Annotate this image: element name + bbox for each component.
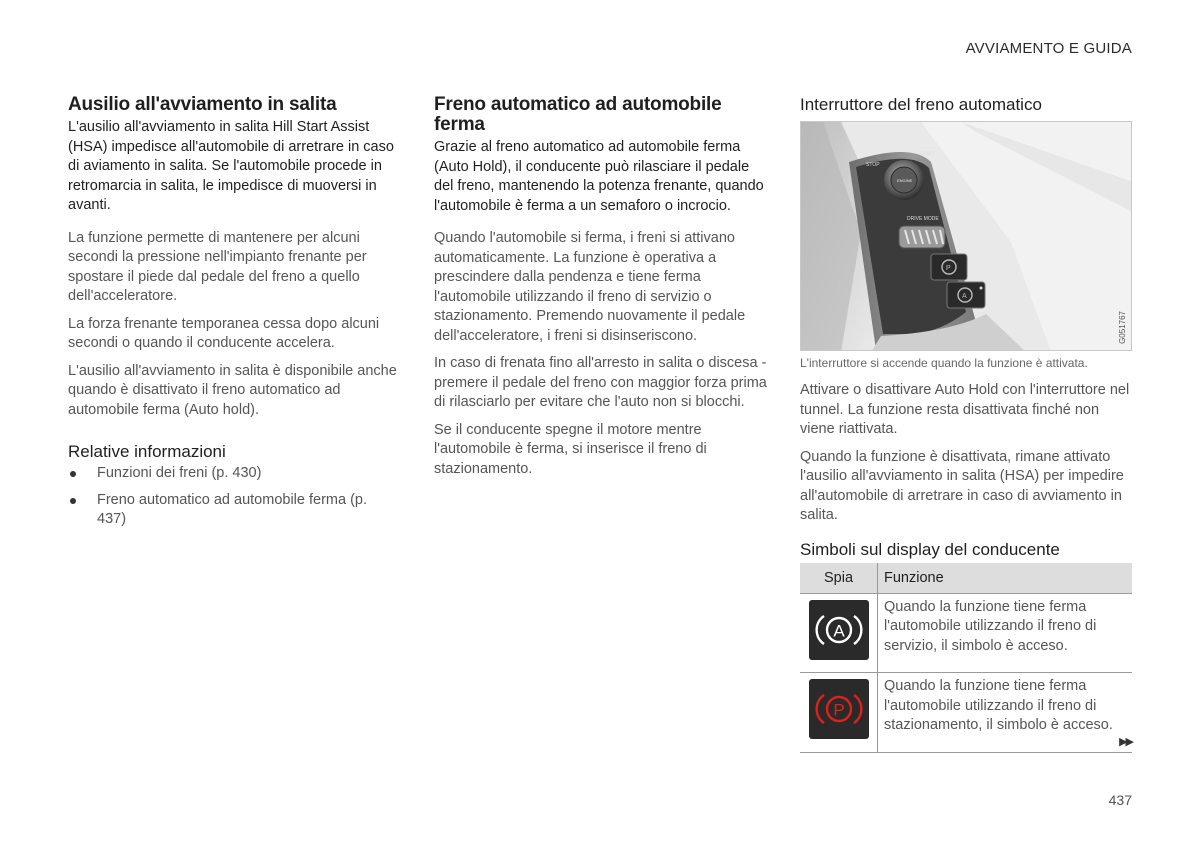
engine-label: ENGINE (897, 178, 913, 183)
switch-paragraph-1: Attivare o disattivare Auto Hold con l'interruttore nel tunnel. La funzione resta disattivata finché non viene riattivata. (800, 382, 1130, 437)
auto-hold-paragraph-1: Quando l'automobile si ferma, i freni si attivano automaticamente. La funzione è operativa a prescindere dalla pendenza e tiene ferma l'automobile utilizzando il freno di servizio o stazionamento. Premendo nuovamente il pedale dell'acceleratore, i freni si disinseriscono. (434, 230, 746, 344)
svg-text:A: A (962, 293, 967, 300)
hsa-paragraph-1: La funzione permette di mantenere per alcuni secondi la pressione nell'impianto frenante per spostare il piede dal pedale del freno a quello dell'acceleratore. (68, 229, 367, 304)
switch-paragraph-2: Quando la funzione è disattivata, rimane attivato l'ausilio all'avviamento in salita (HSA) per impedire all'automobile di arretrare in caso di avviamento in salita. (800, 448, 1124, 523)
column-auto-hold-switch (800, 95, 1132, 753)
section-header: AVVIAMENTO E GUIDA (965, 40, 1132, 57)
related-link-auto-hold[interactable] (68, 491, 400, 530)
console-photo (800, 121, 1132, 351)
column-hill-start-assist (68, 95, 400, 537)
hsa-intro: L'ausilio all'avviamento in salita Hill Start Assist (HSA) impedisce all'automobile di arretrare in caso di aviamento in salita. Se l'automobile procede in retromarcia in salita, le impedisce di muoversi in avanti. (68, 119, 394, 213)
stop-label: STOP (866, 162, 880, 168)
photo-caption: L'interruttore si accende quando la funzione è attivata. (800, 356, 1088, 370)
drive-mode-label: DRIVE MODE (907, 216, 939, 222)
auto-hold-paragraph-3: Se il conducente spegne il motore mentre l'automobile è ferma, si inserisce il freno di stazionamento. (434, 421, 707, 477)
column-auto-hold (434, 95, 770, 487)
hsa-title: Ausilio all'avviamento in salita (68, 94, 337, 115)
related-link-brake-functions[interactable] (68, 464, 400, 484)
icon-letter: P (832, 700, 845, 720)
hsa-paragraph-2: La forza frenante temporanea cessa dopo alcuni secondi o quando il conducente accelera. (68, 315, 380, 351)
table-row (800, 593, 1132, 673)
start-label: START (919, 151, 935, 157)
photo-code: G051767 (1118, 311, 1127, 344)
symbols-title: Simboli sul display del conducente (800, 539, 1060, 559)
col-header-spia: Spia (800, 563, 878, 594)
auto-hold-title: Freno automatico ad automobile ferma (434, 94, 722, 135)
auto-hold-paragraph-2: In caso di frenata fino all'arresto in salita o discesa - premere il pedale del freno con maggior forza prima di rilasciarlo per evitare che l'auto non si blocchi. (434, 355, 767, 410)
auto-hold-intro: Grazie al freno automatico ad automobile ferma (Auto Hold), il conducente può rilasciare il pedale del freno, mantenendo la potenza frenante, quando l'automobile è ferma a un semaforo o incrocio. (434, 139, 764, 214)
related-info-title: Relative informazioni (68, 442, 226, 461)
table-row (800, 673, 1132, 753)
bullet-icon (70, 471, 76, 477)
row-description: Quando la funzione tiene ferma l'automobile utilizzando il freno di stazionamento, il simbolo è acceso. (878, 673, 1133, 753)
hsa-paragraph-3: L'ausilio all'avviamento in salita è disponibile anche quando è disattivato il freno automatico ad automobile ferma (Auto hold). (68, 362, 397, 418)
auto-hold-a-icon (809, 600, 869, 660)
col-header-funzione: Funzione (878, 563, 1133, 594)
switch-title: Interruttore del freno automatico (800, 95, 1042, 114)
page-number: 437 (1108, 792, 1132, 808)
related-info-list (68, 464, 400, 530)
symbols-table (800, 563, 1132, 753)
related-link-label: Funzioni dei freni (p. 430) (97, 465, 262, 481)
related-link-label: Freno automatico ad automobile ferma (p. 437) (97, 491, 367, 527)
svg-text:P: P (946, 265, 951, 272)
double-triangle-right-icon: ▶▶ (1119, 736, 1132, 748)
bullet-icon (70, 498, 76, 504)
icon-letter: A (832, 621, 845, 640)
row-description: Quando la funzione tiene ferma l'automobile utilizzando il freno di servizio, il simbolo è acceso. (878, 593, 1133, 673)
parking-brake-p-icon (809, 679, 869, 739)
center-console-illustration (801, 122, 1132, 351)
